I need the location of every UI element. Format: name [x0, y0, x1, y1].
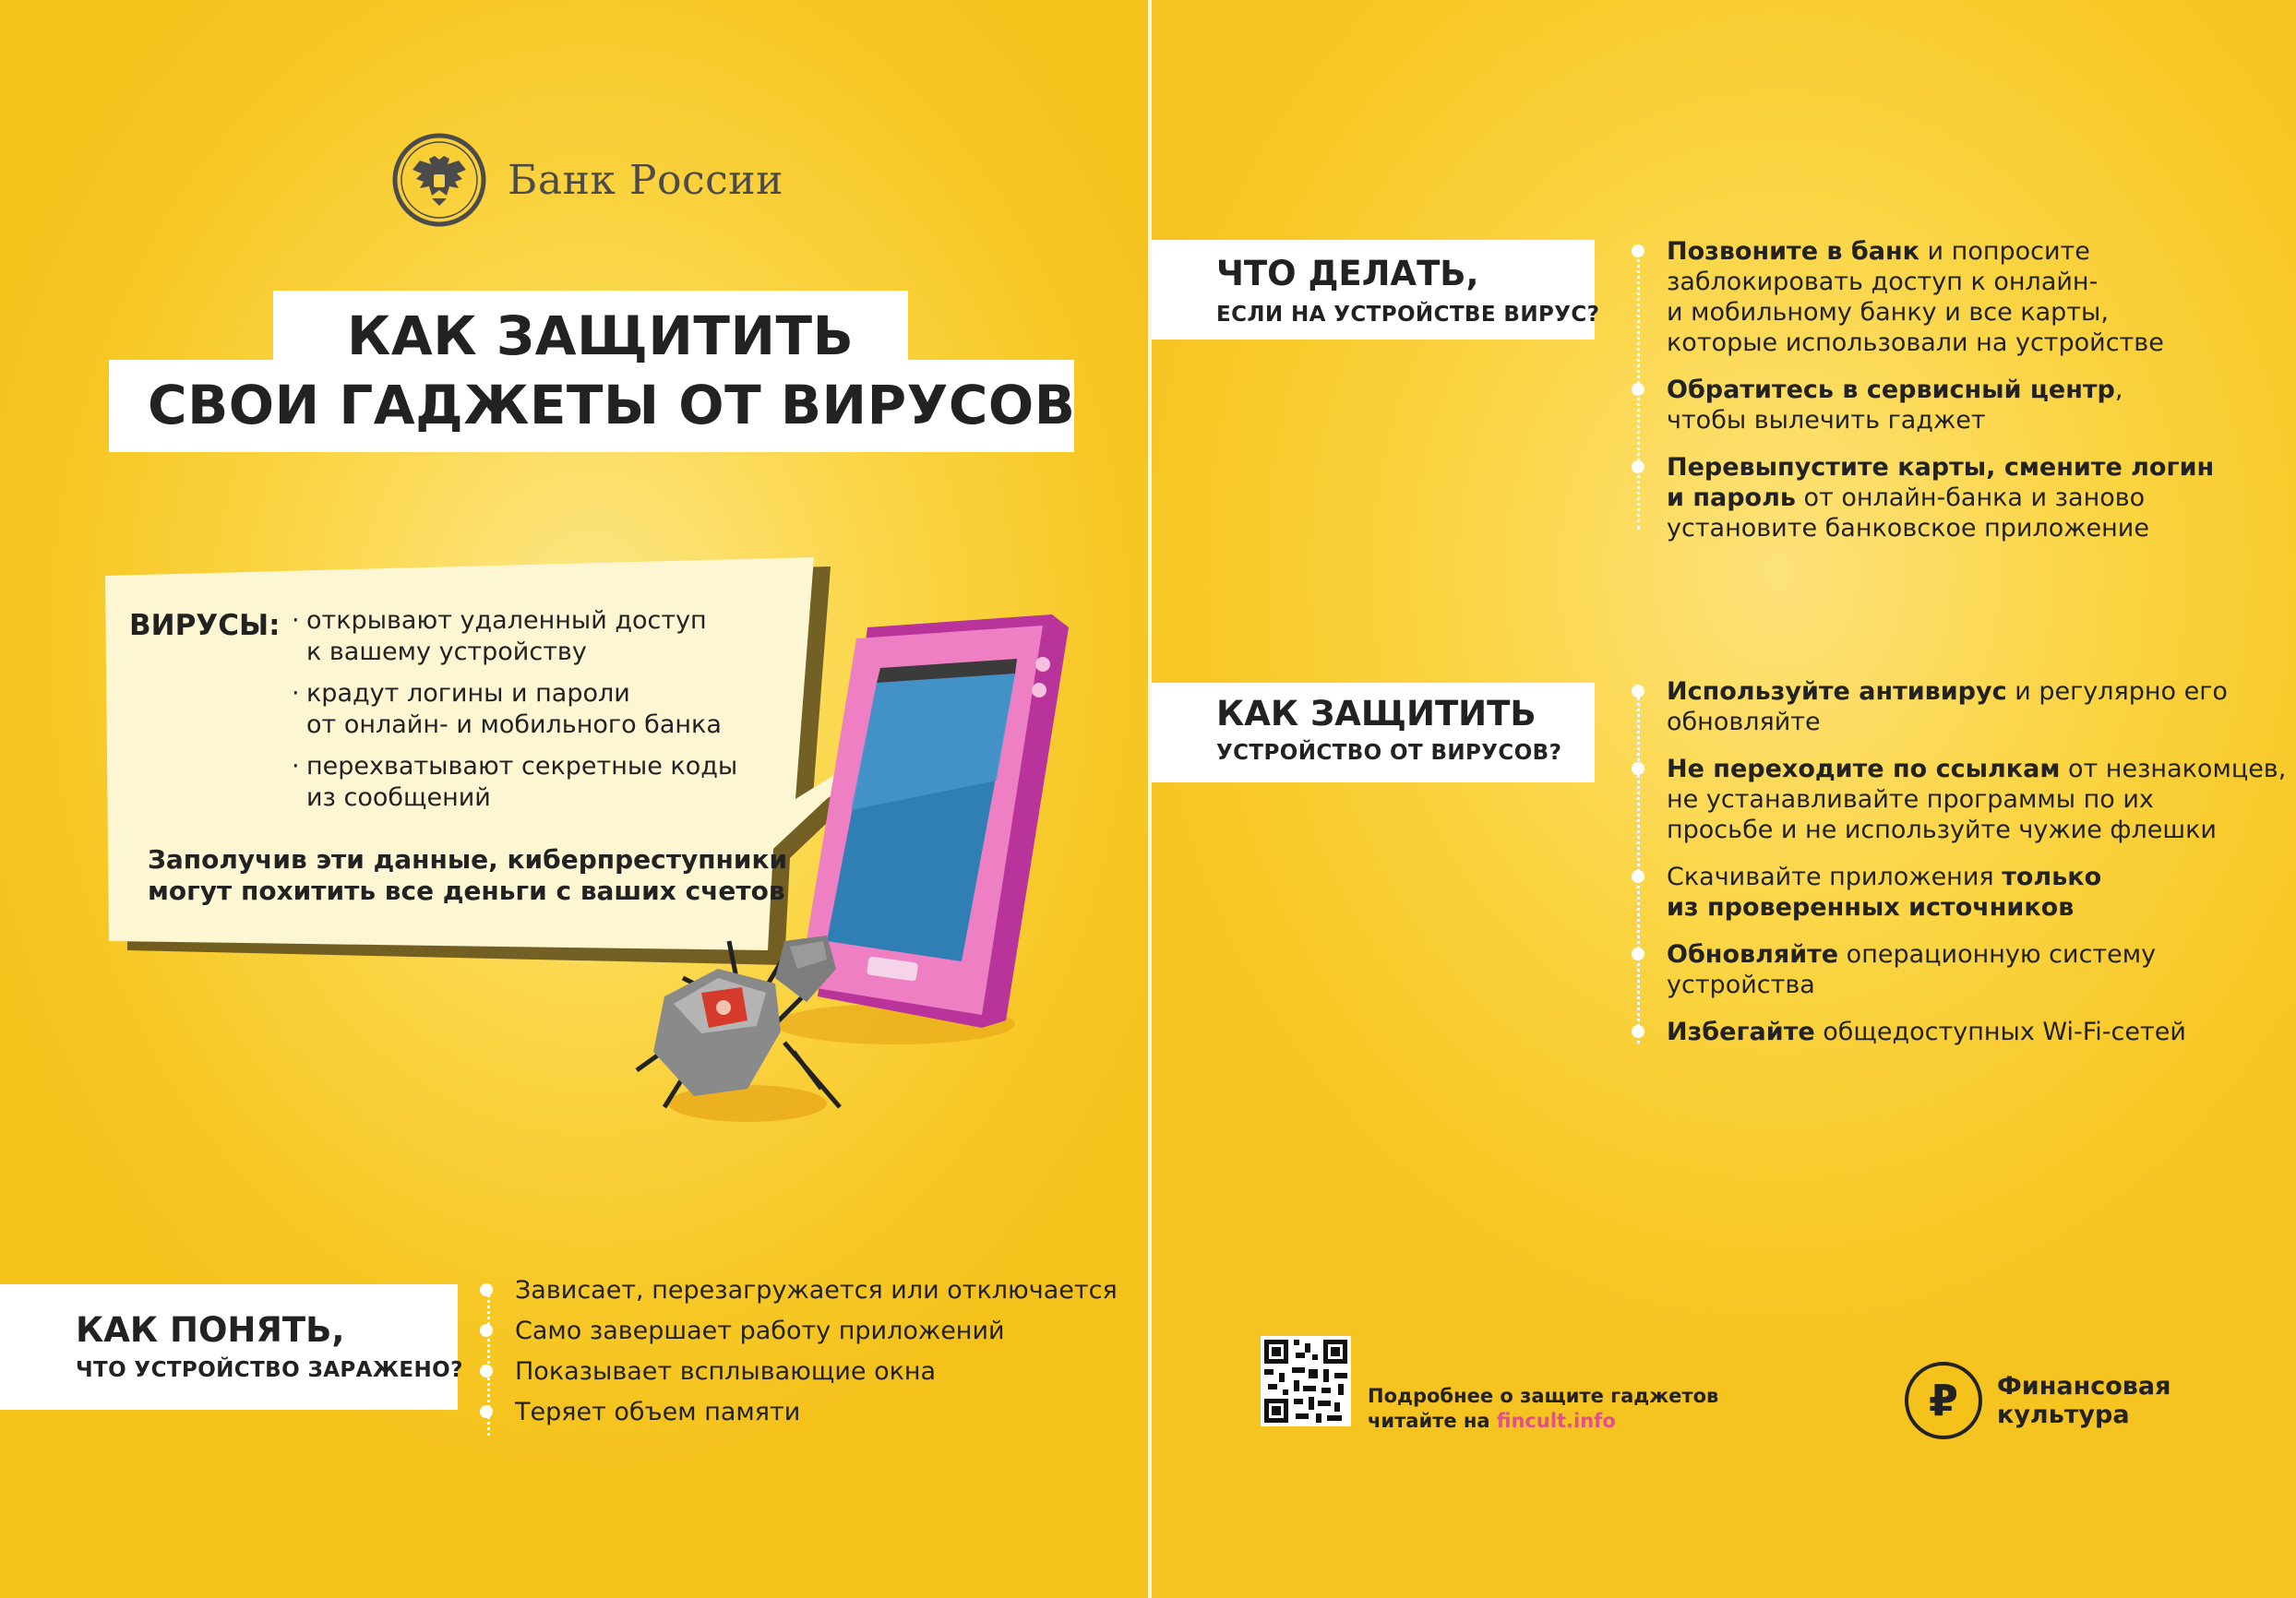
body-text: от незнакомцев,: [2060, 755, 2287, 783]
eagle-emblem-icon: [391, 132, 487, 228]
viruses-heading: ВИРУСЫ:: [129, 609, 281, 642]
emphasis-text: Используйте антивирус: [1667, 677, 2007, 706]
bullet-icon: ·: [292, 752, 300, 781]
list-item: [1667, 862, 2101, 923]
list-item: [515, 1356, 936, 1387]
list-item-line: [1667, 862, 2101, 892]
bullet-dot-icon: [1632, 685, 1644, 698]
virus-item-line: из сообщений: [306, 783, 491, 812]
body-text: устройства: [1667, 971, 1815, 999]
svg-text:₽: ₽: [1928, 1376, 1959, 1425]
fincult-line-1: Финансовая: [1997, 1372, 2171, 1401]
bullet-dot-icon: [1632, 383, 1644, 396]
bullet-dot-icon: [1632, 460, 1644, 473]
list-item-text: Показывает всплывающие окна: [515, 1357, 937, 1386]
list-item-line: [1667, 676, 2228, 707]
list-item-line: [1667, 754, 2286, 784]
page-title-line-2: СВОИ ГАДЖЕТЫ ОТ ВИРУСОВ: [148, 374, 1076, 436]
fincult-logo: [1903, 1360, 2170, 1441]
list-item: [1667, 1017, 2186, 1047]
emphasis-text: Избегайте: [1667, 1018, 1815, 1046]
list-item-line: [1667, 513, 2214, 543]
body-text: ,: [2114, 376, 2123, 404]
fincult-line-2: культура: [1997, 1401, 2130, 1429]
body-text: и мобильному банку и все карты,: [1667, 298, 2109, 327]
protect-title: КАК ЗАЩИТИТЬ: [1216, 694, 1537, 733]
bullet-dot-icon: [480, 1365, 493, 1377]
list-item-line: [1667, 236, 2164, 267]
list-item-line: [1667, 452, 2214, 483]
qr-code-icon[interactable]: [1261, 1336, 1351, 1426]
body-text: Скачивайте приложения: [1667, 863, 2003, 891]
page-title-line-1: КАК ЗАЩИТИТЬ: [347, 304, 855, 367]
list-item-line: [1667, 267, 2164, 297]
more-info-prefix: читайте на: [1368, 1410, 1497, 1432]
virus-item-line: к вашему устройству: [306, 638, 587, 666]
list-item: [1667, 236, 2164, 358]
body-text: установите банковское приложение: [1667, 514, 2149, 543]
list-item: [1667, 676, 2228, 737]
infected-subtitle: ЧТО УСТРОЙСТВО ЗАРАЖЕНО?: [76, 1358, 463, 1382]
what-to-do-title: ЧТО ДЕЛАТЬ,: [1216, 254, 1479, 293]
list-item: [1667, 939, 2156, 1000]
emphasis-text: из проверенных источников: [1667, 893, 2075, 922]
emphasis-text: Позвоните в банк: [1667, 237, 1919, 266]
list-item: [1667, 452, 2214, 543]
body-text: заблокировать доступ к онлайн-: [1667, 268, 2099, 296]
list-item-line: [1667, 707, 2228, 737]
bullet-icon: ·: [292, 606, 300, 635]
bullet-icon: ·: [292, 679, 300, 708]
bank-name: Банк России: [508, 156, 783, 204]
smartphone-icon: [799, 614, 1069, 1028]
body-text: от онлайн-банка и заново: [1795, 483, 2146, 512]
list-item-text: Теряет объем памяти: [515, 1398, 801, 1426]
list-item: [1667, 375, 2123, 435]
list-item-line: [1667, 970, 2156, 1000]
body-text: которые использовали на устройстве: [1667, 328, 2164, 357]
virus-item-line: открывают удаленный доступ: [306, 606, 707, 635]
list-item: [515, 1397, 800, 1427]
list-item-line: [1667, 892, 2101, 923]
bullet-dot-icon: [1632, 948, 1644, 960]
bullet-dot-icon: [1632, 870, 1644, 883]
more-info-text: [1368, 1384, 1718, 1434]
emphasis-text: Обновляйте: [1667, 940, 1839, 969]
more-info-line-2: [1368, 1409, 1718, 1434]
infected-title: КАК ПОНЯТЬ,: [76, 1310, 345, 1350]
virus-item-line: от онлайн- и мобильного банка: [306, 710, 722, 739]
body-text: и регулярно его: [2006, 677, 2228, 706]
body-text: просьбе и не используйте чужие флешки: [1667, 816, 2217, 844]
list-item: [1667, 754, 2286, 845]
virus-item-line: крадут логины и пароли: [306, 679, 630, 708]
body-text: общедоступных Wi-Fi-сетей: [1814, 1018, 2186, 1046]
what-to-do-subtitle: ЕСЛИ НА УСТРОЙСТВЕ ВИРУС?: [1216, 303, 1600, 327]
phone-spider-illustration: [609, 590, 1089, 1144]
bullet-dot-icon: [480, 1405, 493, 1418]
list-item-line: [1667, 375, 2123, 405]
list-item-line: [1667, 784, 2286, 815]
conclusion-line: Заполучив эти данные, киберпреступники: [148, 844, 788, 875]
emphasis-text: Перевыпустите карты, смените логин: [1667, 453, 2215, 482]
bank-logo: [391, 132, 783, 228]
more-info-line-1: Подробнее о защите гаджетов: [1368, 1385, 1719, 1407]
fincult-name: [1997, 1372, 2170, 1429]
body-text: не устанавливайте программы по их: [1667, 785, 2154, 814]
list-item-line: [1667, 297, 2164, 328]
list-item-line: [1667, 815, 2286, 845]
emphasis-text: Обратитесь в сервисный центр: [1667, 376, 2115, 404]
ruble-coin-icon: [1903, 1360, 1984, 1441]
body-text: и попросите: [1919, 237, 2090, 266]
protect-subtitle: УСТРОЙСТВО ОТ ВИРУСОВ?: [1216, 741, 1562, 765]
fincult-link[interactable]: fincult.info: [1496, 1410, 1616, 1432]
body-text: обновляйте: [1667, 708, 1821, 736]
emphasis-text: только: [2002, 863, 2102, 891]
body-text: чтобы вылечить гаджет: [1667, 406, 1986, 435]
list-item-line: [1667, 483, 2214, 513]
list-item-text: Зависает, перезагружается или отключается: [515, 1276, 1118, 1305]
body-text: операционную систему: [1838, 940, 2157, 969]
list-item-line: [1667, 939, 2156, 970]
virus-item-line: перехватывают секретные коды: [306, 752, 738, 781]
list-item-line: [1667, 405, 2123, 435]
list-item-line: [1667, 328, 2164, 358]
emphasis-text: и пароль: [1667, 483, 1796, 512]
list-item: [515, 1275, 1118, 1306]
bullet-dot-icon: [1632, 762, 1644, 775]
conclusion-line: могут похитить все деньги с ваших счетов: [148, 876, 785, 906]
bullet-dot-icon: [1632, 244, 1644, 257]
emphasis-text: Не переходите по ссылкам: [1667, 755, 2061, 783]
bullet-dot-icon: [480, 1283, 493, 1296]
list-item-line: [1667, 1017, 2186, 1047]
bullet-dot-icon: [480, 1324, 493, 1337]
list-item: [515, 1316, 1005, 1346]
bullet-dot-icon: [1632, 1025, 1644, 1038]
list-item-text: Само завершает работу приложений: [515, 1317, 1005, 1345]
dotted-line: [1637, 693, 1640, 1043]
